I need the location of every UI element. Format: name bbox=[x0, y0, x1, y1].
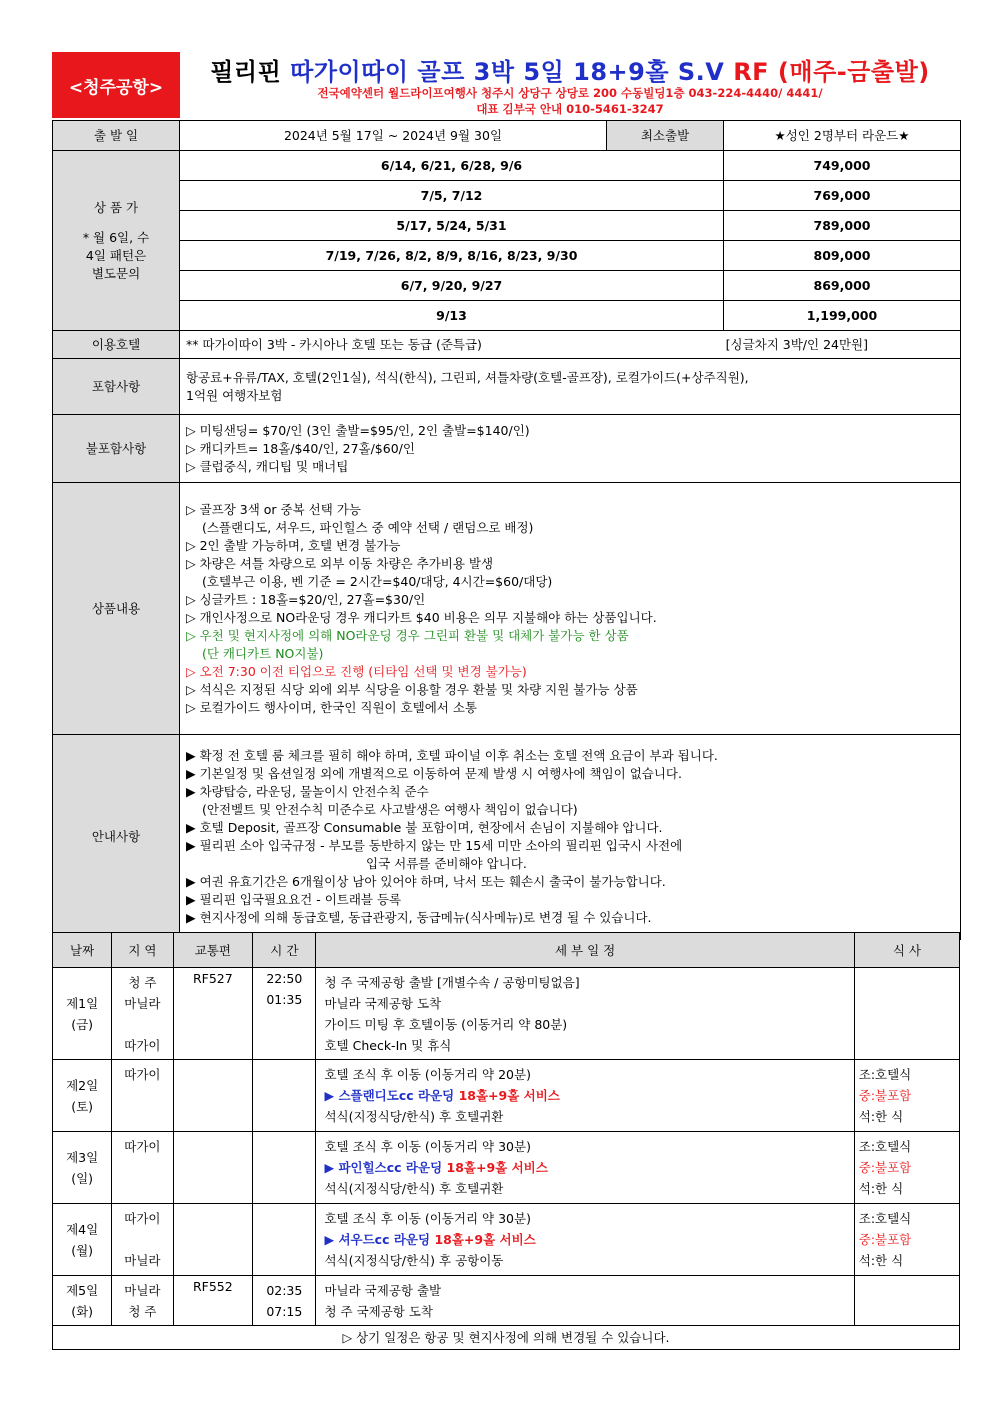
day-cell bbox=[53, 1132, 112, 1204]
time-value: 07:15 bbox=[266, 1303, 303, 1319]
day-of-week: (월) bbox=[71, 1242, 94, 1258]
excluded-info bbox=[180, 415, 961, 483]
hotel-single-charge: [싱글차지 3박/인 24만원] bbox=[725, 336, 868, 352]
product-info-table bbox=[52, 120, 961, 940]
departure-period: 2024년 5월 17일 ~ 2024년 9월 30일 bbox=[180, 121, 607, 151]
meal-lunch: 중:불포함 bbox=[858, 1160, 912, 1175]
price-label bbox=[53, 151, 180, 331]
notice-item: ▶ 차량탑승, 라운딩, 물놀이시 안전수칙 준수 bbox=[186, 784, 429, 799]
day-cell bbox=[53, 1060, 112, 1132]
price-value: 789,000 bbox=[724, 211, 961, 241]
golf-course: ▶ 스플랜디도cc 라운딩 bbox=[324, 1088, 459, 1103]
meals-cell bbox=[854, 968, 959, 1060]
itinerary-day-row bbox=[53, 1276, 960, 1326]
product-item: ▷ 우천 및 현지사정에 의해 NO라운딩 경우 그린피 환불 및 대체가 불가능 한 상품 bbox=[186, 627, 629, 643]
detail-line: 청 주 국제공항 도착 bbox=[324, 1303, 434, 1319]
price-dates: 9/13 bbox=[180, 301, 724, 331]
hotel-text: ** 따가이따이 3박 - 카시아나 호텔 또는 동급 (준특급) bbox=[186, 336, 482, 352]
golf-service: 18홀+9홀 서비스 bbox=[434, 1232, 536, 1247]
hotel-info bbox=[180, 331, 961, 359]
day-cell bbox=[53, 1276, 112, 1326]
day-number: 제5일 bbox=[66, 1282, 99, 1298]
region-name: 마닐라 bbox=[124, 995, 161, 1011]
meal-dinner: 석:한 식 bbox=[858, 1253, 904, 1268]
notice-label: 안내사항 bbox=[53, 735, 180, 940]
col-header-region: 지 역 bbox=[112, 933, 173, 968]
notice-item: ▶ 필리핀 입국필요요건 - 이트래블 등록 bbox=[186, 892, 402, 907]
notice-item: ▶ 호텔 Deposit, 골프장 Consumable 불 포함이며, 현장에서 손님이 지불해야 압니다. bbox=[186, 820, 663, 835]
golf-course: ▶ 파인힐스cc 라운딩 bbox=[324, 1160, 447, 1175]
price-label-line: 상 품 가 bbox=[93, 199, 139, 215]
transport-cell bbox=[173, 1060, 253, 1132]
detail-line: 마닐라 국제공항 출발 bbox=[324, 1282, 442, 1298]
itinerary-day-row bbox=[53, 968, 960, 1060]
golf-activity bbox=[324, 1157, 849, 1178]
meal-breakfast: 조:호텔식 bbox=[858, 1139, 912, 1154]
detail-line: 마닐라 국제공항 도착 bbox=[324, 995, 442, 1011]
price-dates: 7/19, 7/26, 8/2, 8/9, 8/16, 8/23, 9/30 bbox=[180, 241, 724, 271]
product-item: ▷ 싱글카트 : 18홀=$20/인, 27홀=$30/인 bbox=[186, 591, 426, 607]
day-of-week: (일) bbox=[71, 1170, 94, 1186]
meal-dinner: 석:한 식 bbox=[858, 1109, 904, 1124]
time-cell bbox=[253, 1060, 316, 1132]
day-number: 제3일 bbox=[66, 1149, 99, 1165]
day-number: 제1일 bbox=[66, 995, 99, 1011]
detail-line: 석식(지정식당/한식) 후 공항이동 bbox=[324, 1253, 504, 1268]
col-header-details: 세 부 일 정 bbox=[316, 933, 854, 968]
price-dates: 7/5, 7/12 bbox=[180, 181, 724, 211]
meals-cell bbox=[854, 1132, 959, 1204]
price-dates: 6/14, 6/21, 6/28, 9/6 bbox=[180, 151, 724, 181]
title-airline: RF (매주-금출발) bbox=[733, 58, 930, 86]
price-value: 769,000 bbox=[724, 181, 961, 211]
price-note-line: 4일 패턴은 bbox=[85, 247, 147, 263]
hotel-label: 이용호텔 bbox=[53, 331, 180, 359]
transport-cell: RF552 bbox=[173, 1276, 253, 1326]
col-header-date: 날짜 bbox=[53, 933, 112, 968]
meal-lunch: 중:불포함 bbox=[858, 1088, 912, 1103]
details-cell bbox=[316, 1060, 854, 1132]
meals-cell bbox=[854, 1276, 959, 1326]
day-cell bbox=[53, 968, 112, 1060]
included-line: 1억원 여행자보험 bbox=[186, 387, 283, 403]
product-item: ▷ 2인 출발 가능하며, 호텔 변경 불가능 bbox=[186, 537, 401, 553]
price-dates: 5/17, 5/24, 5/31 bbox=[180, 211, 724, 241]
price-value: 749,000 bbox=[724, 151, 961, 181]
day-of-week: (화) bbox=[71, 1303, 94, 1319]
product-item: ▷ 로컬가이드 행사이며, 한국인 직원이 호텔에서 소통 bbox=[186, 699, 478, 715]
detail-line: 가이드 미팅 후 호텔이동 (이동거리 약 80분) bbox=[324, 1016, 568, 1032]
golf-course: ▶ 셔우드cc 라운딩 bbox=[324, 1232, 435, 1247]
product-item: (호텔부근 이용, 벤 기준 = 2시간=$40/대당, 4시간=$60/대당) bbox=[202, 573, 553, 589]
product-item: ▷ 차량은 셔틀 차량으로 외부 이동 차량은 추가비용 발생 bbox=[186, 555, 494, 571]
meals-cell bbox=[854, 1060, 959, 1132]
day-number: 제4일 bbox=[66, 1221, 99, 1237]
price-value: 809,000 bbox=[724, 241, 961, 271]
details-cell bbox=[316, 1132, 854, 1204]
region-cell: 따가이 bbox=[112, 1060, 173, 1132]
price-note-line: * 월 6일, 수 bbox=[82, 229, 150, 245]
excluded-item: ▷ 클럽중식, 캐디팁 및 매너팁 bbox=[186, 458, 349, 474]
detail-line: 청 주 국제공항 출발 [개별수속 / 공항미팅없음] bbox=[324, 974, 580, 990]
itinerary-footer-note: ▷ 상기 일정은 항공 및 현지사정에 의해 변경될 수 있습니다. bbox=[53, 1326, 960, 1350]
price-value: 1,199,000 bbox=[724, 301, 961, 331]
region-name: 마닐라 bbox=[124, 1253, 161, 1268]
time-cell bbox=[253, 968, 316, 1060]
time-value: 22:50 bbox=[266, 971, 303, 986]
region-cell bbox=[112, 1276, 173, 1326]
details-cell bbox=[316, 1276, 854, 1326]
notice-item: (안전벨트 및 안전수칙 미준수로 사고발생은 여행사 책임이 없습니다) bbox=[202, 802, 578, 817]
detail-line: 호텔 조식 후 이동 (이동거리 약 20분) bbox=[324, 1067, 531, 1082]
day-number: 제2일 bbox=[66, 1077, 99, 1093]
product-item: (단 캐디카트 NO지불) bbox=[202, 645, 324, 661]
meal-lunch: 중:불포함 bbox=[858, 1232, 912, 1247]
details-cell bbox=[316, 1204, 854, 1276]
day-of-week: (금) bbox=[71, 1016, 94, 1032]
transport-cell: RF527 bbox=[173, 968, 253, 1060]
notice-item: ▶ 여권 유효기간은 6개월이상 남아 있어야 하며, 낙서 또는 훼손시 출국이 불가능합니다. bbox=[186, 874, 666, 889]
region-cell bbox=[112, 968, 173, 1060]
included-info bbox=[180, 359, 961, 415]
meal-dinner: 석:한 식 bbox=[858, 1181, 904, 1196]
time-cell bbox=[253, 1132, 316, 1204]
region-name: 따가이 bbox=[124, 1211, 161, 1226]
region-cell: 따가이 bbox=[112, 1132, 173, 1204]
day-of-week: (토) bbox=[71, 1098, 94, 1114]
region-name: 청 주 bbox=[128, 974, 157, 990]
itinerary-day-row bbox=[53, 1060, 960, 1132]
page-title bbox=[180, 52, 960, 87]
price-value: 869,000 bbox=[724, 271, 961, 301]
region-cell bbox=[112, 1204, 173, 1276]
transport-cell bbox=[173, 1204, 253, 1276]
detail-line: 호텔 조식 후 이동 (이동거리 약 30분) bbox=[324, 1211, 531, 1226]
title-product: 따가이따이 골프 3박 5일 18+9홀 S.V bbox=[290, 58, 725, 86]
agency-line-2: 대표 김부국 안내 010-5461-3247 bbox=[476, 102, 664, 116]
title-country: 필리핀 bbox=[210, 58, 282, 86]
product-label: 상품내용 bbox=[53, 483, 180, 735]
excluded-item: ▷ 미팅샌딩= $70/인 (3인 출발=$95/인, 2인 출발=$140/인) bbox=[186, 422, 530, 438]
product-item: (스플랜디도, 셔우드, 파인힐스 중 예약 선택 / 랜덤으로 배정) bbox=[202, 519, 534, 535]
itinerary-table bbox=[52, 932, 960, 1350]
region-spacer bbox=[116, 1229, 168, 1250]
min-departure-value: ★성인 2명부터 라운드★ bbox=[724, 121, 961, 151]
excluded-item: ▷ 캐디카트= 18홀/$40/인, 27홀/$60/인 bbox=[186, 440, 415, 456]
notice-info bbox=[180, 735, 961, 940]
notice-item: ▶ 확정 전 호텔 룸 체크를 필히 해야 하며, 호텔 파이널 이후 취소는 호텔 전액 요금이 부과 됩니다. bbox=[186, 748, 718, 763]
golf-service: 18홀+9홀 서비스 bbox=[458, 1088, 560, 1103]
region-spacer bbox=[116, 1014, 168, 1035]
agency-line-1: 전국예약센터 월드라이프여행사 청주시 상당구 상당로 200 수동빌딩1층 043-224-4440/ 4441/ bbox=[317, 86, 823, 100]
transport-cell bbox=[173, 1132, 253, 1204]
product-item: ▷ 석식은 지정된 식당 외에 외부 식당을 이용할 경우 환불 및 차량 지원 불가능 상품 bbox=[186, 681, 638, 697]
itinerary-day-row bbox=[53, 1204, 960, 1276]
agency-info bbox=[180, 85, 960, 117]
detail-line: 호텔 Check-In 및 휴식 bbox=[324, 1037, 452, 1053]
product-info bbox=[180, 483, 961, 735]
detail-line: 석식(지정식당/한식) 후 호텔귀환 bbox=[324, 1109, 504, 1124]
region-name: 청 주 bbox=[128, 1303, 157, 1319]
detail-line: 호텔 조식 후 이동 (이동거리 약 30분) bbox=[324, 1139, 531, 1154]
detail-line: 석식(지정식당/한식) 후 호텔귀환 bbox=[324, 1181, 504, 1196]
price-dates: 6/7, 9/20, 9/27 bbox=[180, 271, 724, 301]
meal-breakfast: 조:호텔식 bbox=[858, 1067, 912, 1082]
product-item: ▷ 오전 7:30 이전 티업으로 진행 (티타임 선택 및 변경 불가능) bbox=[186, 663, 527, 679]
product-item: ▷ 골프장 3색 or 중복 선택 가능 bbox=[186, 501, 361, 517]
meals-cell bbox=[854, 1204, 959, 1276]
excluded-label: 불포함사항 bbox=[53, 415, 180, 483]
region-name: 따가이 bbox=[124, 1037, 161, 1053]
notice-item: ▶ 현지사정에 의해 동급호텔, 동급관광지, 동급메뉴(식사메뉴)로 변경 될 수 있습니다. bbox=[186, 910, 652, 925]
min-departure-label: 최소출발 bbox=[607, 121, 724, 151]
itinerary-day-row bbox=[53, 1132, 960, 1204]
included-line: 항공료+유류/TAX, 호텔(2인1실), 석식(한식), 그린피, 셔틀차량(호텔-골프장), 로컬가이드(+상주직원), bbox=[186, 369, 749, 385]
notice-item: ▶ 필리핀 소아 입국규정 - 부모를 동반하지 않는 만 15세 미만 소아의 필리핀 입국시 사전에 bbox=[186, 838, 683, 853]
col-header-time: 시 간 bbox=[253, 933, 316, 968]
golf-activity bbox=[324, 1229, 849, 1250]
meal-breakfast: 조:호텔식 bbox=[858, 1211, 912, 1226]
golf-activity bbox=[324, 1085, 849, 1106]
golf-service: 18홀+9홀 서비스 bbox=[446, 1160, 548, 1175]
time-value: 02:35 bbox=[266, 1282, 303, 1298]
departure-label: 출 발 일 bbox=[53, 121, 180, 151]
price-note-line: 별도문의 bbox=[91, 265, 141, 281]
col-header-transport: 교통편 bbox=[173, 933, 253, 968]
day-cell bbox=[53, 1204, 112, 1276]
region-name: 마닐라 bbox=[124, 1282, 161, 1298]
notice-item: 입국 서류를 준비해야 압니다. bbox=[366, 856, 527, 871]
product-item: ▷ 개인사정으로 NO라운딩 경우 캐디카트 $40 비용은 의무 지불해야 하는 상품입니다. bbox=[186, 609, 657, 625]
details-cell bbox=[316, 968, 854, 1060]
time-cell bbox=[253, 1276, 316, 1326]
time-cell bbox=[253, 1204, 316, 1276]
departure-airport-badge: <청주공항> bbox=[52, 52, 180, 118]
time-value: 01:35 bbox=[266, 992, 303, 1007]
header bbox=[52, 52, 960, 120]
col-header-meals: 식 사 bbox=[854, 933, 959, 968]
notice-item: ▶ 기본일정 및 옵션일정 외에 개별적으로 이동하여 문제 발생 시 여행사에 책임이 없습니다. bbox=[186, 766, 682, 781]
included-label: 포함사항 bbox=[53, 359, 180, 415]
